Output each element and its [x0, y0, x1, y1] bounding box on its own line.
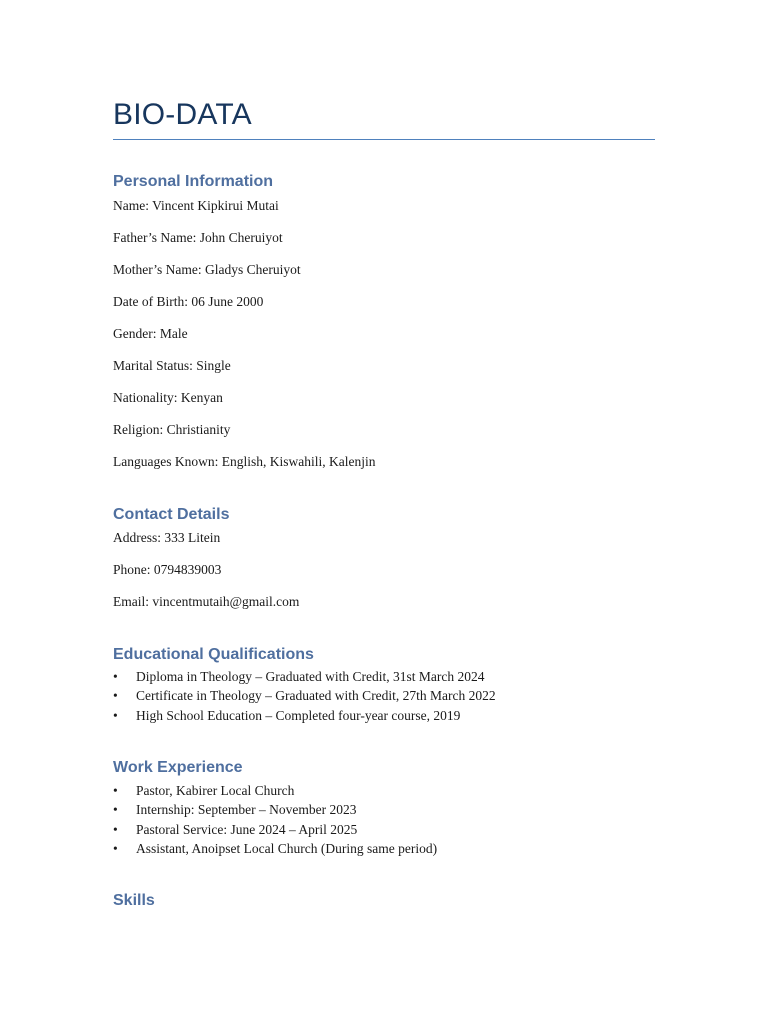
section-heading-work: Work Experience — [113, 759, 243, 776]
work-list — [113, 781, 437, 858]
section-heading-personal: Personal Information — [113, 173, 274, 190]
list-item-text: Pastoral Service: June 2024 – April 2025 — [136, 821, 358, 837]
list-item-text: Internship: September – November 2023 — [136, 802, 357, 818]
list-item — [113, 820, 437, 839]
list-item — [113, 667, 496, 686]
bullet-icon: • — [113, 840, 118, 856]
field-address: Address: 333 Litein — [113, 530, 221, 545]
field-gender: Gender: Male — [113, 326, 188, 341]
field-name: Name: Vincent Kipkirui Mutai — [113, 198, 279, 213]
list-item — [113, 839, 437, 858]
list-item — [113, 706, 496, 725]
list-item — [113, 800, 437, 819]
title-underline — [113, 139, 655, 140]
field-date-of-birth: Date of Birth: 06 June 2000 — [113, 294, 264, 309]
field-phone: Phone: 0794839003 — [113, 562, 222, 577]
section-heading-skills: Skills — [113, 892, 155, 909]
bullet-icon: • — [113, 802, 118, 818]
list-item — [113, 781, 437, 800]
education-list — [113, 667, 496, 725]
field-mother-name: Mother’s Name: Gladys Cheruiyot — [113, 262, 301, 277]
section-heading-contact: Contact Details — [113, 506, 230, 523]
field-marital-status: Marital Status: Single — [113, 358, 231, 373]
list-item-text: Diploma in Theology – Graduated with Credit, 31st March 2024 — [136, 669, 485, 684]
field-nationality: Nationality: Kenyan — [113, 390, 223, 405]
bullet-icon: • — [113, 783, 118, 798]
field-father-name: Father’s Name: John Cheruiyot — [113, 230, 283, 245]
list-item-text: Pastor, Kabirer Local Church — [136, 783, 295, 798]
section-heading-education: Educational Qualifications — [113, 646, 314, 663]
bullet-icon: • — [113, 669, 118, 684]
list-item-text: Assistant, Anoipset Local Church (During same period) — [136, 840, 438, 856]
list-item-text: Certificate in Theology – Graduated with Credit, 27th March 2022 — [136, 688, 496, 704]
list-item-text: High School Education – Completed four-year course, 2019 — [136, 707, 461, 723]
list-item — [113, 686, 496, 705]
field-email: Email: vincentmutaih@gmail.com — [113, 594, 300, 609]
field-languages: Languages Known: English, Kiswahili, Kalenjin — [113, 454, 376, 469]
bullet-icon: • — [113, 688, 118, 704]
document-title: BIO-DATA — [113, 98, 252, 131]
bullet-icon: • — [113, 707, 118, 723]
field-religion: Religion: Christianity — [113, 422, 231, 437]
bullet-icon: • — [113, 821, 118, 837]
